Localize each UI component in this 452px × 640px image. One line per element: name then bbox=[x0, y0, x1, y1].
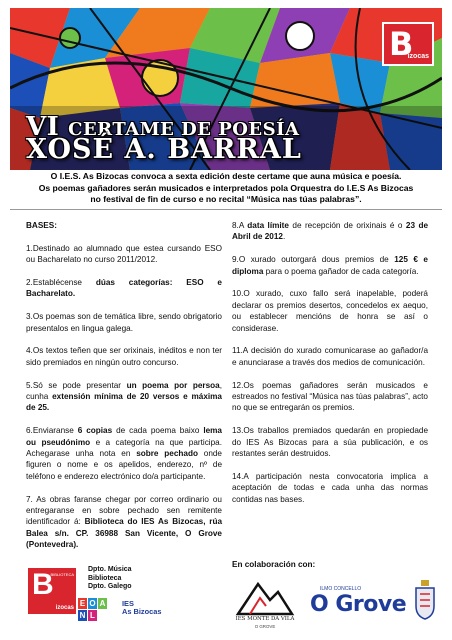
ies-label: IES bbox=[122, 599, 134, 608]
ies-bizocas-name bbox=[122, 600, 161, 617]
base-text: 12.Os poemas gañadores serán musicados e estreados no festival “Música nas túas palabras”, acto no que se entregarán os premios. bbox=[232, 380, 428, 413]
base-text-bold: extensión mínima de 20 versos e máxima de 25. bbox=[26, 392, 222, 413]
base-text: 2.Establécense bbox=[26, 278, 96, 287]
concello-name: O Grove bbox=[310, 592, 407, 617]
base-text: 1.Destinado ao alumnado que estea cursando ESO ou Bacharelato no curso 2011/2012. bbox=[26, 243, 222, 265]
logo-text: izocas bbox=[55, 605, 74, 611]
logo-letter: B bbox=[32, 568, 54, 601]
base-text: 8.A bbox=[232, 221, 248, 230]
base-text-bold: lema ou pseudónimo bbox=[26, 426, 222, 447]
intro-text bbox=[20, 171, 432, 206]
base-text: 11.A decisión do xurado comunicarase ao gañador/a e anunciarase a través dos medios de comunicación. bbox=[232, 346, 428, 367]
coat-of-arms-icon bbox=[414, 580, 436, 620]
organizer-logos bbox=[28, 566, 208, 630]
base-text: para o poema gañador de cada categoría. bbox=[263, 266, 419, 276]
base-text: 7. As obras faranse chegar por correo ordinario ou entregaranse en sobre pechado sen remitente identificador á: bbox=[26, 494, 222, 527]
bizocas-logo bbox=[382, 22, 434, 66]
base-item bbox=[26, 311, 222, 334]
eoanl-letter: O bbox=[89, 599, 96, 608]
base-text-bold: data límite bbox=[247, 221, 289, 230]
base-text: de cada poema baixo bbox=[112, 426, 204, 436]
eoanl-letter: E bbox=[79, 599, 86, 608]
ies-label: As Bizocas bbox=[122, 607, 162, 617]
concello-o-grove-logo bbox=[308, 586, 408, 626]
base-item bbox=[232, 220, 428, 243]
title-line-2: XOSÉ A. BARRAL bbox=[26, 134, 302, 165]
title-prefix: VI bbox=[26, 112, 60, 142]
base-item bbox=[26, 345, 222, 368]
base-text: 5.Só se pode presentar bbox=[26, 380, 127, 390]
departments-list bbox=[88, 566, 132, 592]
base-text-bold: Biblioteca do IES As Bizocas, rúa Balea s/n. CP. 36988 San Vicente, O Grove (Pontevedra). bbox=[26, 517, 222, 550]
bases-heading: BASES: bbox=[26, 221, 57, 230]
base-item bbox=[26, 380, 222, 414]
header-banner bbox=[10, 8, 442, 170]
base-text: 9.O xurado outorgará dous premios de bbox=[232, 255, 395, 265]
base-text: 13.Os traballos premiados quedarán en propiedade do IES As Bizocas para a súa publicación, e os restantes serán destruidos. bbox=[232, 426, 428, 459]
collaboration-label: En colaboración con: bbox=[232, 560, 316, 569]
base-item bbox=[232, 425, 428, 459]
base-text: de recepción de orixinais é o bbox=[288, 221, 406, 230]
concello-label: ILMO CONCELLO bbox=[320, 586, 362, 592]
logo-text: izocas bbox=[407, 53, 429, 60]
base-text: 6.Enviaranse bbox=[26, 426, 78, 436]
logo-small-text: BIBLIOTECA bbox=[50, 572, 74, 577]
department: Dpto. Galego bbox=[88, 583, 132, 591]
title-line-1-text: CERTAME DE POESÍA bbox=[68, 119, 300, 140]
base-item bbox=[232, 380, 428, 414]
base-text: 14.A participación nesta convocatoria implica a aceptación de todas e cada unha das normas contidas nas bases. bbox=[232, 471, 428, 504]
eoanl-letter: A bbox=[99, 599, 106, 608]
ies-logo-place: O GROVE bbox=[254, 624, 276, 629]
divider bbox=[10, 209, 442, 210]
intro-line: O I.E.S. As Bizocas convoca a sexta edición deste certame que auna música e poesía. bbox=[50, 171, 402, 181]
eoanl-letter: L bbox=[88, 610, 97, 621]
base-text: , cunha bbox=[26, 380, 222, 402]
base-text-bold: 23 de Abril de 2012 bbox=[232, 221, 428, 242]
base-item bbox=[26, 277, 222, 300]
base-item bbox=[232, 471, 428, 505]
base-item bbox=[232, 254, 428, 277]
base-item bbox=[232, 345, 428, 368]
ies-monte-da-vila-logo bbox=[230, 576, 300, 634]
bases-left-column bbox=[26, 220, 222, 562]
ies-logo-name: IES MONTE DA VILA bbox=[235, 616, 295, 622]
collaborator-logos bbox=[230, 576, 442, 634]
base-item bbox=[26, 425, 222, 482]
base-text: onde figuren o nome e os apelidos, enderezo, nº de teléfono e enderezo electrónico do/a participante. bbox=[26, 449, 222, 481]
base-text: . bbox=[282, 232, 286, 242]
base-text: 4.Os textos teñen que ser orixinais, inéditos e non ter sido premiados en ningún outro concurso. bbox=[26, 346, 222, 367]
base-text: e a categoría na que participa. Achegarase unha nota en bbox=[26, 437, 222, 459]
base-text: 3.Os poemas son de temática libre, sendo obrigatorio presentalos en lingua galega. bbox=[26, 312, 222, 333]
base-item bbox=[26, 243, 222, 266]
base-item bbox=[26, 494, 222, 551]
mountain-icon bbox=[230, 576, 300, 616]
biblioteca-bizocas-logo bbox=[28, 568, 76, 614]
base-text-bold: sobre pechado bbox=[136, 449, 198, 459]
base-text-bold: 6 copias bbox=[77, 426, 113, 436]
base-text-bold: 125 € e diploma bbox=[232, 255, 428, 276]
base-text-bold: dúas categorías: ESO e Bacharelato. bbox=[26, 278, 222, 299]
eoanl-logo bbox=[78, 598, 118, 622]
department: Dpto. Música bbox=[88, 566, 132, 573]
bases-right-column bbox=[232, 220, 428, 516]
intro-line: Os poemas gañadores serán musicados e interpretados pola Orquestra do I.E.S As Bizocas bbox=[38, 182, 414, 193]
base-item bbox=[232, 288, 428, 334]
intro-line: no festival de fin de curso e no recital “Música nas túas palabras”. bbox=[90, 194, 362, 205]
department: Biblioteca bbox=[88, 574, 122, 582]
logo-letter: B bbox=[389, 25, 414, 63]
eoanl-letter: N bbox=[79, 611, 86, 620]
base-text: 10.O xurado, cuxo fallo será inapelable, poderá declarar os premios desertos, concedelos ex aequo, ou establecer mencións de honra se así o considerase. bbox=[232, 289, 428, 333]
base-text-bold: un poema por persoa bbox=[126, 380, 220, 390]
